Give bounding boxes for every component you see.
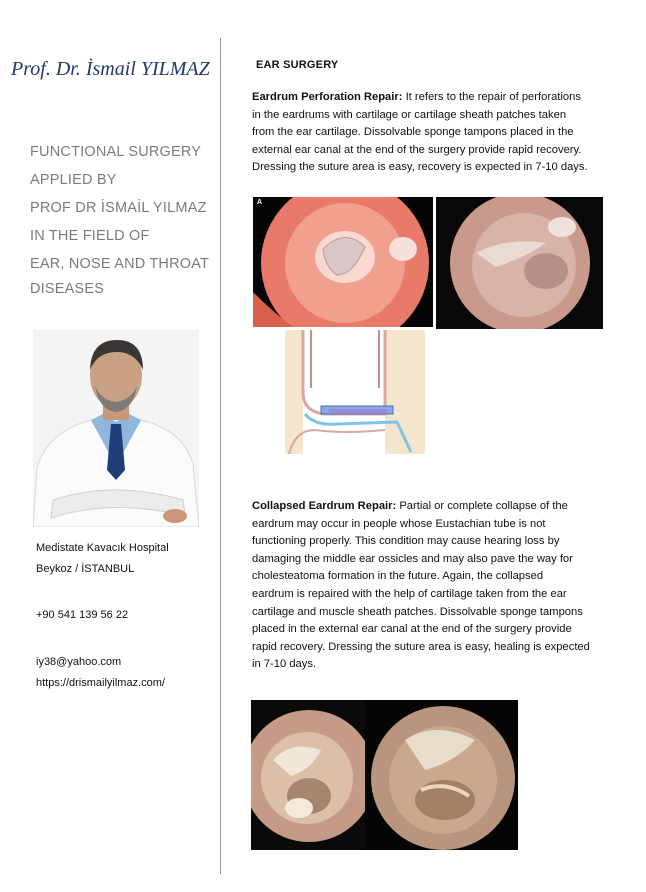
phone-number[interactable]: +90 541 139 56 22 xyxy=(36,609,129,621)
intro-line: EAR, NOSE AND THROAT xyxy=(30,256,210,272)
para-line: from the ear cartilage. Dissolvable sponge tampons placed in the xyxy=(252,126,574,139)
para-line: external ear canal at the end of the surgery provide rapid recovery. xyxy=(252,143,582,156)
perforation-heading: Eardrum Perforation Repair: xyxy=(252,91,403,103)
intro-line: PROF DR İSMAİL YILMAZ xyxy=(30,200,207,216)
collapsed-photo-1 xyxy=(251,700,365,850)
phone-block xyxy=(36,605,128,626)
para-line: eardrum is repaired with the help of cartilage taken from the ear xyxy=(252,587,567,600)
para-line: eardrum may occur in people whose Eustachian tube is not xyxy=(252,517,546,530)
perforation-photo-1 xyxy=(253,197,433,327)
doctor-portrait xyxy=(33,330,199,527)
online-contact xyxy=(36,652,165,694)
website-link[interactable]: https://drismailyilmaz.com/ xyxy=(36,677,165,689)
para-line: It refers to the repair of perforations xyxy=(405,91,581,103)
photo-label: A xyxy=(257,199,263,206)
collapsed-paragraph xyxy=(252,498,590,674)
para-line: Partial or complete collapse of the xyxy=(399,500,568,512)
collapsed-heading: Collapsed Eardrum Repair: xyxy=(252,500,397,512)
para-line: damaging the middle ear ossicles and may also pave the way for xyxy=(252,552,573,565)
para-line: cartilage and muscle sheath patches. Dissolvable sponge tampons xyxy=(252,605,583,618)
para-line: placed in the external ear canal at the end of the surgery provide xyxy=(252,623,572,636)
author-name: Prof. Dr. İsmail YILMAZ xyxy=(11,58,210,80)
intro-line: IN THE FIELD OF xyxy=(30,228,150,244)
hospital-address xyxy=(36,538,169,580)
vertical-divider xyxy=(220,38,221,874)
para-line: functioning properly. This condition may cause hearing loss by xyxy=(252,535,560,548)
intro-text xyxy=(30,138,216,303)
para-line: Dressing the suture area is easy, recovery is expected in 7-10 days. xyxy=(252,161,588,174)
section-title: EAR SURGERY xyxy=(256,59,339,71)
email-link[interactable]: iy38@yahoo.com xyxy=(36,656,122,668)
para-line: in 7-10 days. xyxy=(252,658,317,671)
intro-line: FUNCTIONAL SURGERY xyxy=(30,144,202,160)
perforation-photo-2 xyxy=(436,197,603,329)
eardrum-diagram xyxy=(285,330,425,454)
para-line: cholesteatoma formation in the future. Again, the collapsed xyxy=(252,570,544,583)
para-line: in the eardrums with cartilage or cartilage sheath patches taken xyxy=(252,108,567,121)
para-line: rapid recovery. Dressing the suture area is easy, healing is expected xyxy=(252,640,590,653)
hospital-city: Beykoz / İSTANBUL xyxy=(36,563,135,575)
intro-line: DISEASES xyxy=(30,281,105,297)
intro-line: APPLIED BY xyxy=(30,172,117,188)
perforation-paragraph xyxy=(252,89,588,177)
collapsed-photo-2 xyxy=(365,700,518,850)
hospital-name: Medistate Kavacık Hospital xyxy=(36,542,169,554)
